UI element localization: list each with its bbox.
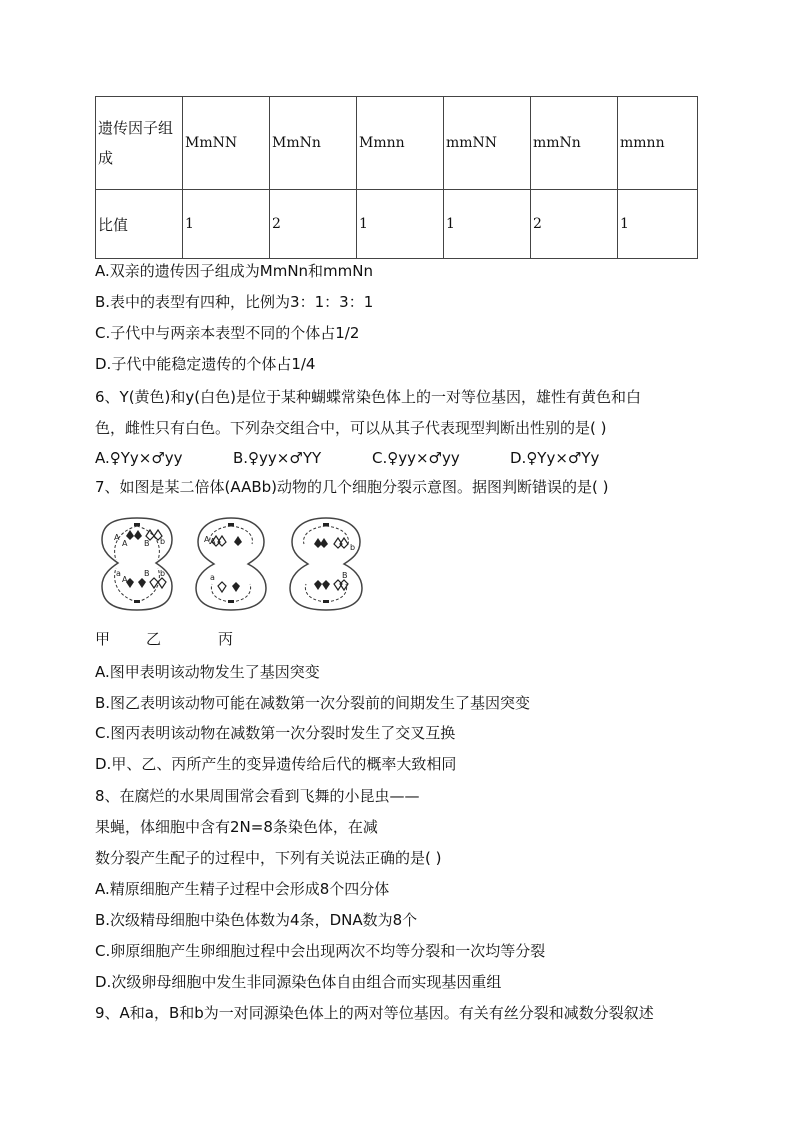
gene-label: A	[210, 537, 216, 546]
cell-yi-outline	[196, 518, 266, 610]
cell-bing-outline	[290, 518, 362, 610]
gene-label: A	[114, 533, 120, 542]
ratio-cell: 2	[270, 190, 357, 259]
genotype-cell: mmNN	[444, 97, 531, 190]
genotype-cell: mmnn	[618, 97, 698, 190]
gene-label: A	[204, 535, 210, 544]
genotype-cell: MmNN	[183, 97, 270, 190]
gene-label: A	[122, 539, 128, 548]
q6-stem-line-2: 色，雌性只有白色。下列杂交组合中，可以从其子代表现型判断出性别的是( )	[95, 419, 607, 437]
q6-option-d: D.♀Yy×♂Yy	[510, 449, 600, 467]
q8-stem-line-2: 果蝇，体细胞中含有2N=8条染色体，在减	[95, 818, 378, 836]
q6-option-c: C.♀yy×♂yy	[372, 449, 460, 467]
genotype-cell: Mmnn	[357, 97, 444, 190]
q8-stem-line-1: 8、在腐烂的水果周围常会看到飞舞的小昆虫——	[95, 787, 420, 805]
cell-label-yi: 乙	[146, 630, 162, 648]
ratio-cell: 2	[531, 190, 618, 259]
q8-option-d: D.次级卵母细胞中发生非同源染色体自由组合而实现基因重组	[95, 973, 502, 991]
q8-option-c: C.卵原细胞产生卵细胞过程中会出现两次不均等分裂和一次均等分裂	[95, 942, 546, 960]
q5-option-a: A.双亲的遗传因子组成为MmNn和mmNn	[95, 262, 373, 280]
q6-option-a: A.♀Yy×♂yy	[95, 449, 183, 467]
q7-option-d: D.甲、乙、丙所产生的变异遗传给后代的概率大致相同	[95, 755, 457, 773]
gene-label: b	[160, 569, 166, 578]
gene-label: B	[342, 571, 348, 580]
gene-label: a	[116, 569, 121, 578]
q8-stem-line-3: 数分裂产生配子的过程中，下列有关说法正确的是( )	[95, 849, 442, 867]
gene-label: B	[144, 569, 150, 578]
genotype-cell: mmNn	[531, 97, 618, 190]
q8-option-a: A.精原细胞产生精子过程中会形成8个四分体	[95, 880, 390, 898]
q7-option-b: B.图乙表明该动物可能在减数第一次分裂前的间期发生了基因突变	[95, 694, 531, 712]
ratio-label-cell: 比值	[96, 190, 183, 259]
q5-option-d: D.子代中能稳定遗传的个体占1/4	[95, 355, 316, 373]
q7-option-a: A.图甲表明该动物发生了基因突变	[95, 663, 320, 681]
gene-label: a	[210, 573, 215, 582]
table-row	[96, 97, 698, 190]
gene-label: B	[144, 539, 150, 548]
q5-option-b: B.表中的表型有四种，比例为3：1：3：1	[95, 293, 374, 311]
q6-option-b: B.♀yy×♂YY	[233, 449, 322, 467]
q8-option-b: B.次级精母细胞中染色体数为4条，DNA数为8个	[95, 911, 418, 929]
q5-option-c: C.子代中与两亲本表型不同的个体占1/2	[95, 324, 360, 342]
q7-stem: 7、如图是某二倍体(AABb)动物的几个细胞分裂示意图。据图判断错误的是( )	[95, 478, 609, 496]
ratio-cell: 1	[357, 190, 444, 259]
cell-label-jia: 甲	[95, 630, 111, 648]
cell-division-diagram	[98, 514, 398, 614]
table-header-cell	[96, 97, 183, 190]
q9-stem: 9、A和a，B和b为一对同源染色体上的两对等位基因。有关有丝分裂和减数分裂叙述	[95, 1004, 654, 1022]
genotype-cell: MmNn	[270, 97, 357, 190]
table-row	[96, 190, 698, 259]
ratio-cell: 1	[444, 190, 531, 259]
genotype-header: 遗传因子组成	[98, 119, 174, 167]
gene-label: A	[122, 575, 128, 584]
gene-label: b	[160, 537, 166, 546]
ratio-cell: 1	[183, 190, 270, 259]
genotype-ratio-table	[95, 96, 698, 259]
ratio-cell: 1	[618, 190, 698, 259]
q6-stem-line-1: 6、Y(黄色)和y(白色)是位于某种蝴蝶常染色体上的一对等位基因，雄性有黄色和白	[95, 388, 641, 406]
q7-option-c: C.图丙表明该动物在减数第一次分裂时发生了交叉互换	[95, 724, 456, 742]
cell-label-bing: 丙	[218, 630, 234, 648]
gene-label: b	[350, 543, 356, 552]
